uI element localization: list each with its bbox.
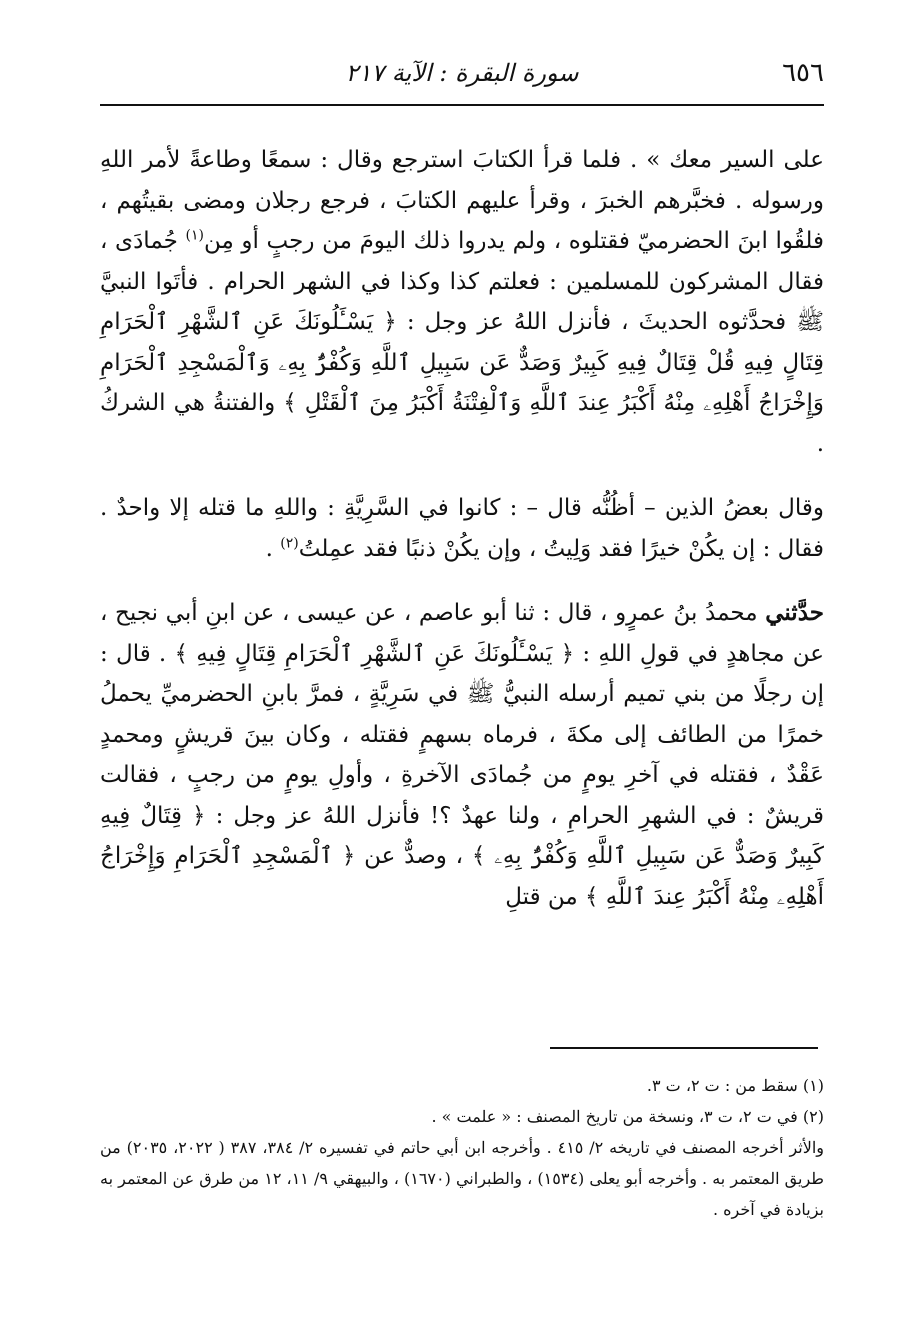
paragraph-3 bbox=[100, 593, 824, 917]
paragraph-3-text: محمدُ بنُ عمرٍو ، قال : ثنا أبو عاصم ، عن عيسى ، عن ابنِ أبي نجيح ، عن مجاهدٍ في قولِ اللهِ : ﴿ يَسْـَٔلُونَكَ عَنِ ٱلشَّهْرِ ٱلْحَرَامِ قِتَالٍ فِيهِ ﴾ . قال : إن رجلًا من بني تميم أرسله النبيُّ ﷺ في سَرِيَّةٍ ، فمرَّ بابنِ الحضرميِّ يحملُ خمرًا من الطائف إلى مكةَ ، فرماه بسهمٍ فقتله ، وكان بينَ قريشٍ ومحمدٍ عَقْدٌ ، فقتله في آخرِ يومٍ من جُمادَى الآخرةِ ، وأولِ يومٍ من رجبٍ ، فقالت قريشٌ : في الشهرِ الحرامِ ، ولنا عهدٌ ؟! فأنزل اللهُ عز وجل : ﴿ قِتَالٌ فِيهِ كَبِيرٌ وَصَدٌّ عَن سَبِيلِ ٱللَّهِ وَكُفْرٌۢ بِهِۦ ﴾ ، وصدٌّ عن ﴿ ٱلْمَسْجِدِ ٱلْحَرَامِ وَإِخْرَاجُ أَهْلِهِۦ مِنْهُ أَكْبَرُ عِندَ ٱللَّهِ ﴾ من قتلِ bbox=[100, 600, 824, 910]
paragraph-3-lead: حدَّثني bbox=[765, 599, 824, 626]
page-header bbox=[100, 50, 824, 98]
page-number: ٦٥٦ bbox=[782, 58, 824, 88]
footnote-2: (٢) في ت ٢، ت ٣، ونسخة من تاريخ المصنف : « علمت » . bbox=[431, 1107, 824, 1126]
footnote-rule bbox=[550, 1047, 818, 1049]
footnotes bbox=[100, 1070, 824, 1225]
paragraph-2 bbox=[100, 488, 824, 569]
paragraph-1-text-a: على السير معك » . فلما قرأ الكتابَ استرجع وقال : سمعًا وطاعةً لأمر اللهِ ورسوله . فخبَّرهم الخبرَ ، وقرأ عليهم الكتابَ ، فرجع رجلان ومضى بقيتُهم ، فلقُوا ابنَ الحضرميّ فقتلوه ، ولم يدروا ذلك اليومَ من رجبٍ أو مِن bbox=[100, 147, 824, 254]
footnote-ref-2: (٢) bbox=[280, 534, 299, 551]
paragraph-2-text: وقال بعضُ الذين – أظُنُّه قال – : كانوا في السَّرِيَّةِ : واللهِ ما قتله إلا واحدٌ . فقال : إن يكُنْ خيرًا فقد وَلِيتُ ، وإن يكُنْ ذنبًا فقد عمِلتُ bbox=[100, 495, 824, 562]
paragraph-2-end: . bbox=[265, 535, 281, 562]
paragraph-1-text-b: جُمادَى ، فقال المشركون للمسلمين : فعلتم كذا وكذا في الشهر الحرام . فأتَوا النبيَّ ﷺ فحدَّثوه الحديثَ ، فأنزل اللهُ عز وجل : ﴿ يَسْـَٔلُونَكَ عَنِ ٱلشَّهْرِ ٱلْحَرَامِ قِتَالٍ فِيهِ قُلْ قِتَالٌ فِيهِ كَبِيرٌ وَصَدٌّ عَن سَبِيلِ ٱللَّهِ وَكُفْرٌۢ بِهِۦ وَٱلْمَسْجِدِ ٱلْحَرَامِ وَإِخْرَاجُ أَهْلِهِۦ مِنْهُ أَكْبَرُ عِندَ ٱللَّهِ وَٱلْفِتْنَةُ أَكْبَرُ مِنَ ٱلْقَتْلِ ﴾ والفتنةُ هي الشركُ . bbox=[100, 228, 824, 457]
footnote-2-continuation: والأثر أخرجه المصنف في تاريخه ٢/ ٤١٥ . وأخرجه ابن أبي حاتم في تفسيره ٢/ ٣٨٤، ٣٨٧ ( ٢٠٢٢، ٢٠٣٥) من طريق المعتمر به . وأخرجه أبو يعلى (١٥٣٤) ، والطبراني (١٦٧٠) ، والبيهقي ٩/ ١١، ١٢ من طرق عن المعتمر به بزيادة في آخره . bbox=[100, 1138, 825, 1219]
main-text bbox=[100, 140, 824, 917]
header-rule bbox=[100, 104, 824, 106]
paragraph-1 bbox=[100, 140, 824, 464]
footnote-ref-1: (١) bbox=[185, 227, 204, 244]
footnote-1: (١) سقط من : ت ٢، ت ٣. bbox=[646, 1076, 824, 1095]
running-title: سورة البقرة : الآية ٢١٧ bbox=[345, 59, 579, 87]
